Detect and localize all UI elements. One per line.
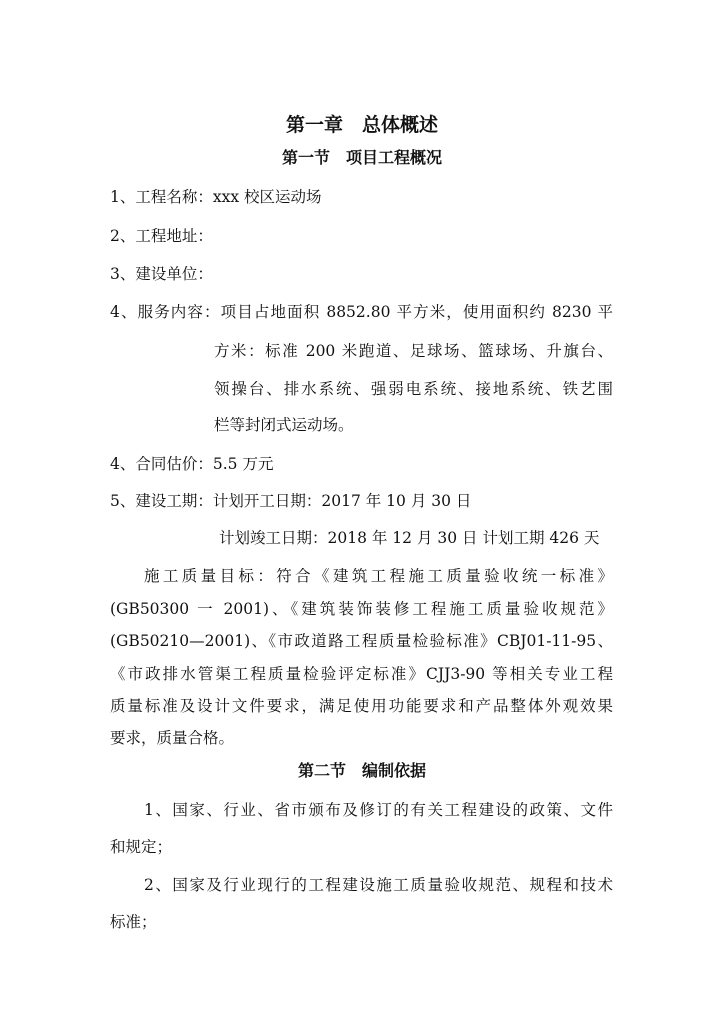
quality-target-line6: 要求，质量合格。: [110, 729, 235, 747]
basis-item2-line2: 标准；: [110, 913, 157, 931]
item-service-content-line1: 4、服务内容：项目占地面积 8852.80 平方米，使用面积约 8230 平: [110, 303, 613, 321]
section-title-project-overview: 第一节 项目工程概况: [281, 148, 442, 167]
item-construction-period-start: 5、建设工期：计划开工日期：2017 年 10 月 30 日: [110, 492, 472, 510]
item-service-content-line4: 栏等封闭式运动场。: [214, 416, 354, 434]
quality-target-line2: (GB50300 一 2001)、《建筑装饰装修工程施工质量验收规范》: [110, 600, 613, 618]
item-construction-period-end: 计划竣工日期：2018 年 12 月 30 日 计划工期 426 天: [219, 529, 600, 547]
item-service-content-line3: 领操台、排水系统、强弱电系统、接地系统、铁艺围: [214, 380, 613, 398]
chapter-title: 第一章 总体概述: [285, 114, 438, 136]
quality-target-line4: 《市政排水管渠工程质量检验评定标准》CJJ3-90 等相关专业工程: [110, 665, 613, 683]
basis-item1-line1: 1、国家、行业、省市颁布及修订的有关工程建设的政策、文件: [144, 801, 613, 819]
quality-target-line3: (GB50210—2001)、《市政道路工程质量检验标准》CBJ01-11-95、: [110, 632, 613, 650]
item-construction-unit: 3、建设单位：: [110, 265, 213, 283]
quality-target-line1: 施工质量目标：符合《建筑工程施工质量验收统一标准》: [144, 567, 613, 585]
item-project-address: 2、工程地址：: [110, 227, 213, 245]
basis-item1-line2: 和规定；: [110, 838, 173, 856]
item-contract-estimate: 4、合同估价：5.5 万元: [110, 455, 274, 473]
section-title-basis: 第二节 编制依据: [297, 761, 426, 780]
item-service-content-line2: 方米：标准 200 米跑道、足球场、篮球场、升旗台、: [214, 342, 613, 360]
item-project-name: 1、工程名称：xxx 校区运动场: [110, 188, 322, 206]
quality-target-line5: 质量标准及设计文件要求，满足使用功能要求和产品整体外观效果: [110, 697, 613, 715]
basis-item2-line1: 2、国家及行业现行的工程建设施工质量验收规范、规程和技术: [144, 876, 613, 894]
